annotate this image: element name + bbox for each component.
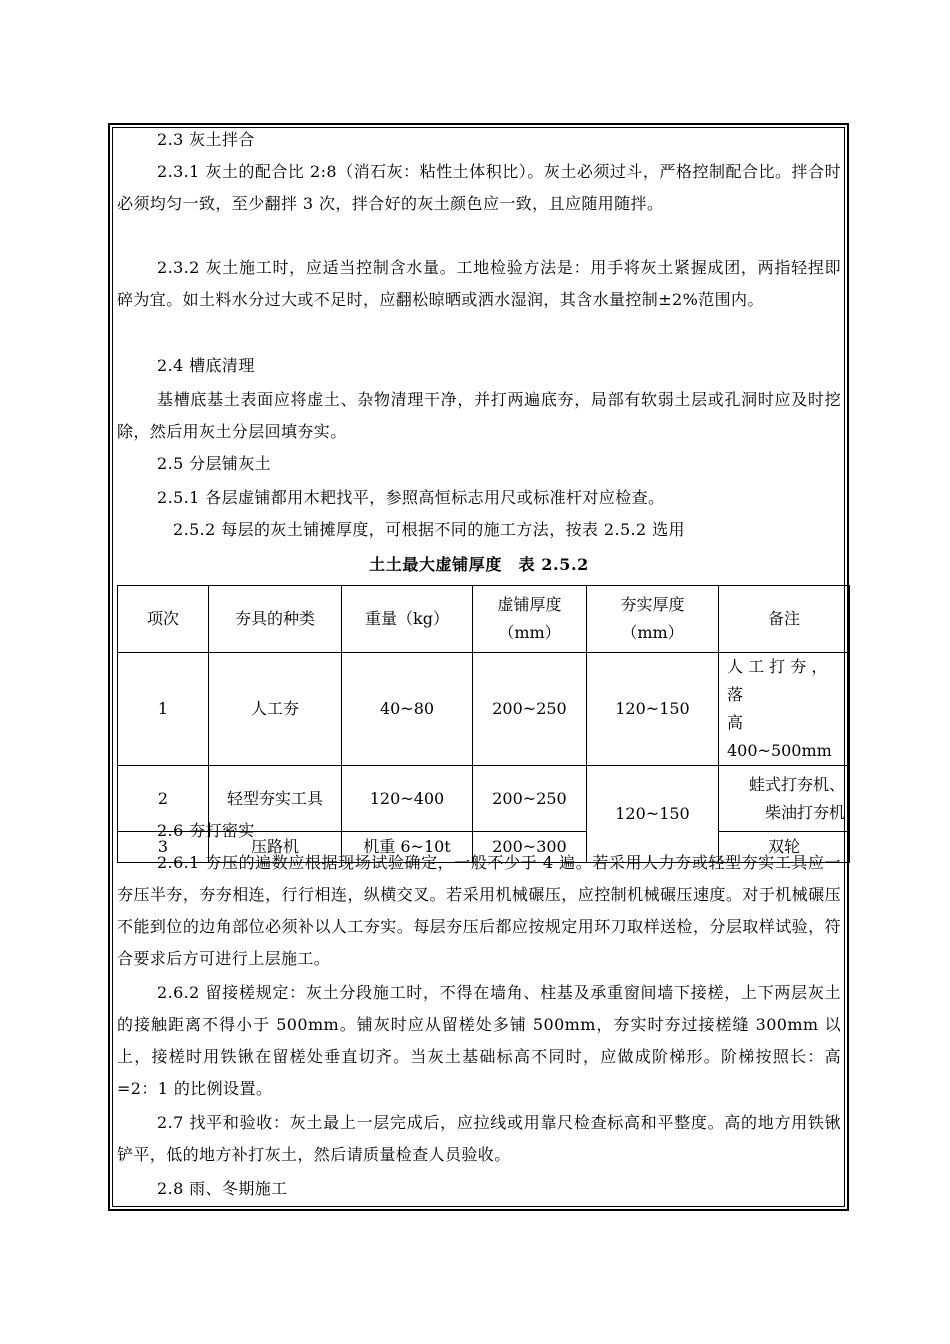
- paragraph-2-6-1: 2.6.1 夯压的遍数应根据现场试验确定，一般不少于 4 遍。若采用人力夯或轻型夯实工具应一夯压半夯，夯夯相连，行行相连，纵横交叉。若采用机械碾压，应控制机械碾压速度。对于机械碾压不能到位的边角部位必须补以人工夯实。每层夯压后都应按规定用环刀取样送检，分层取样试验，符合要求后方可进行上层施工。: [117, 853, 841, 968]
- table-title: 土土最大虚铺厚度 表 2.5.2: [369, 555, 589, 574]
- paragraph-2-3-2: 2.3.2 灰土施工时，应适当控制含水量。工地检验方法是：用手将灰土紧握成团，两指轻捏即碎为宜。如土料水分过大或不足时，应翻松晾晒或洒水湿润，其含水量控制±2%范围内。: [117, 258, 841, 309]
- header-tool-type: 夯具的种类: [209, 586, 342, 653]
- note-cell: 蛙式打夯机、 柴油打夯机: [719, 766, 850, 832]
- paragraph-2-5-1: 2.5.1 各层虚铺都用木耙找平，参照高恒标志用尺或标准杆对应检查。: [157, 488, 665, 507]
- section-2-5-title: 2.5 分层铺灰土: [157, 454, 272, 473]
- header-compact-thickness: 夯实厚度 （mm）: [587, 586, 719, 653]
- header-weight: 重量（kg）: [342, 586, 473, 653]
- section-2-6-title: 2.6 夯打密实: [157, 821, 255, 840]
- header-loose-thickness: 虚铺厚度 （mm）: [473, 586, 587, 653]
- section-2-8-title: 2.8 雨、冬期施工: [157, 1179, 288, 1198]
- header-item-no: 项次: [118, 586, 209, 653]
- paragraph-2-5-2: 2.5.2 每层的灰土铺摊厚度，可根据不同的施工方法，按表 2.5.2 选用: [173, 520, 685, 539]
- paragraph-2-6-2: 2.6.2 留接槎规定：灰土分段施工时，不得在墙角、柱基及承重窗间墙下接槎，上下两层灰土的接触距离不得小于 500mm。铺灰时应从留槎处多铺 500mm，夯实时夯过接槎缝 300mm 以上，接槎时用铁锹在留槎处垂直切齐。当灰土基础标高不同时，应做成阶梯形。阶梯按照长：高=2：1 的比例设置。: [117, 983, 841, 1098]
- note-cell: 人 工 打 夯 ， 落 高 400~500mm: [719, 653, 850, 766]
- table-row: 3 压路机 机重 6~10t 200~300 双轮: [118, 832, 850, 863]
- paragraph-2-3-1: 2.3.1 灰土的配合比 2:8（消石灰：粘性土体积比）。灰土必须过斗，严格控制配合比。拌合时必须均匀一致，至少翻拌 3 次，拌合好的灰土颜色应一致，且应随用随拌。: [117, 162, 841, 213]
- table-header-row: [118, 586, 850, 653]
- paragraph-2-4: 基槽底基土表面应将虚土、杂物清理干净，并打两遍底夯，局部有软弱土层或孔洞时应及时挖除，然后用灰土分层回填夯实。: [117, 390, 841, 441]
- section-2-3-title: 2.3 灰土拌合: [157, 130, 255, 149]
- paragraph-2-7: 2.7 找平和验收：灰土最上一层完成后，应拉线或用靠尺检查标高和平整度。高的地方用铁锹铲平，低的地方补打灰土，然后请质量检查人员验收。: [117, 1113, 841, 1164]
- header-note: 备注: [719, 586, 850, 653]
- table-row: 1 人工夯 40~80 200~250 120~150 人 工 打 夯 ， 落 高 400~500mm: [118, 653, 850, 766]
- section-2-4-title: 2.4 槽底清理: [157, 356, 255, 375]
- table-row: 2 轻型夯实工具 120~400 200~250 120~150 蛙式打夯机、 柴油打夯机: [118, 766, 850, 832]
